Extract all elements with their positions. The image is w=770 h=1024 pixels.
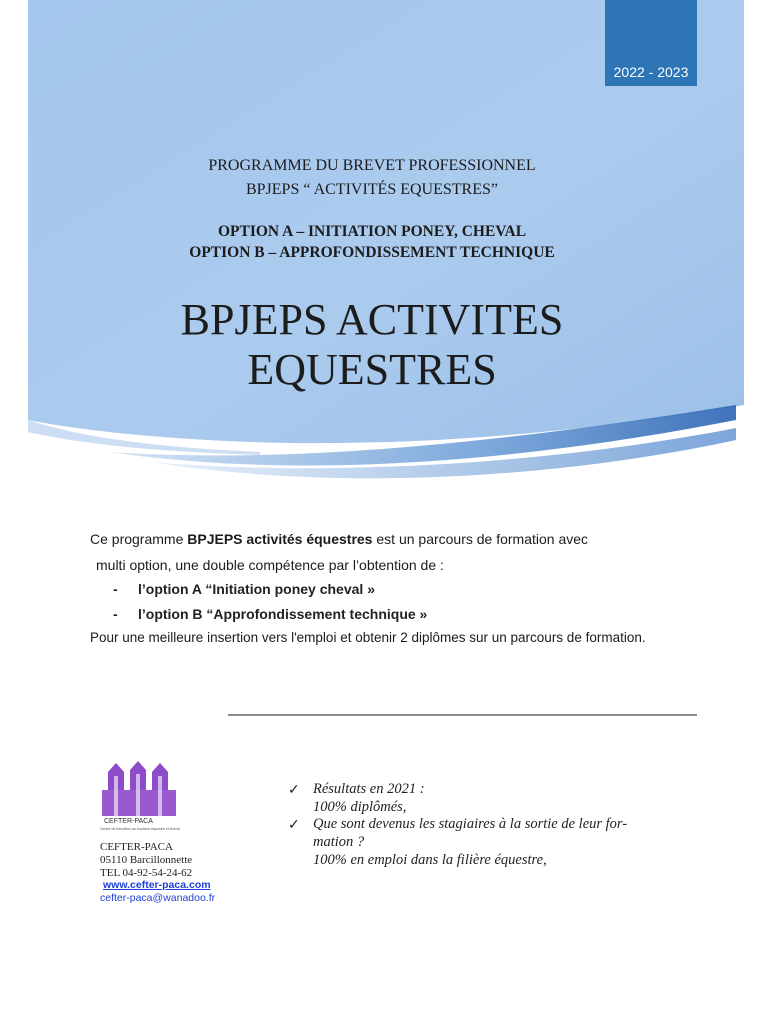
- section-divider: [228, 714, 697, 716]
- bullet-option-a: l’option A “Initiation poney cheval »: [138, 581, 375, 597]
- programme-heading-line1: PROGRAMME DU BREVET PROFESSIONNEL: [208, 157, 536, 174]
- bullet-dash: -: [113, 581, 118, 597]
- insertion-paragraph: Pour une meilleure insertion vers l'emploi et obtenir 2 diplômes sur un parcours de formation.: [90, 630, 646, 645]
- main-title-line1: BPJEPS ACTIVITES: [180, 295, 564, 344]
- email-link[interactable]: cefter-paca@wanadoo.fr: [100, 892, 216, 904]
- contact-name: CEFTER-PACA: [100, 841, 173, 853]
- intro-paragraph-line2: multi option, une double compétence par l’obtention de :: [96, 557, 444, 573]
- intro-text: Ce programme: [90, 531, 188, 547]
- bullet-dash: -: [113, 606, 118, 622]
- results-question-cont: mation ?: [313, 834, 365, 850]
- bullet-option-b: l’option B “Approfondissement technique »: [138, 606, 428, 622]
- year-label: 2022 - 2023: [613, 64, 689, 80]
- results-question: Que sont devenus les stagiaires à la sortie de leur for-: [313, 816, 628, 832]
- option-a-heading: OPTION A – INITIATION PONEY, CHEVAL: [217, 223, 527, 240]
- checkmark-icon: ✓: [288, 781, 300, 797]
- main-title-line2: EQUESTRES: [247, 345, 497, 394]
- year-tab: [605, 0, 697, 86]
- checkmark-icon: ✓: [288, 816, 300, 832]
- website-link[interactable]: www.cefter-paca.com: [103, 879, 211, 891]
- results-title: Résultats en 2021 :: [313, 781, 425, 797]
- results-graduated: 100% diplômés,: [313, 799, 407, 815]
- option-b-heading: OPTION B – APPROFONDISSEMENT TECHNIQUE: [189, 244, 555, 261]
- intro-paragraph-line1: [90, 531, 588, 547]
- contact-phone: TEL 04-92-54-24-62: [100, 867, 193, 879]
- intro-text-end: est un parcours de formation avec: [372, 531, 589, 547]
- contact-address: 05110 Barcillonnette: [100, 854, 193, 866]
- logo-name: CEFTER-PACA: [104, 818, 153, 825]
- programme-heading-line2: BPJEPS “ ACTIVITÉS EQUESTRES”: [245, 181, 498, 198]
- intro-bold-text: BPJEPS activités équestres: [187, 531, 373, 547]
- results-employment: 100% en emploi dans la filière équestre,: [313, 852, 547, 868]
- logo-tagline: Centre de formation au tourisme équestre et cheval: [100, 827, 180, 831]
